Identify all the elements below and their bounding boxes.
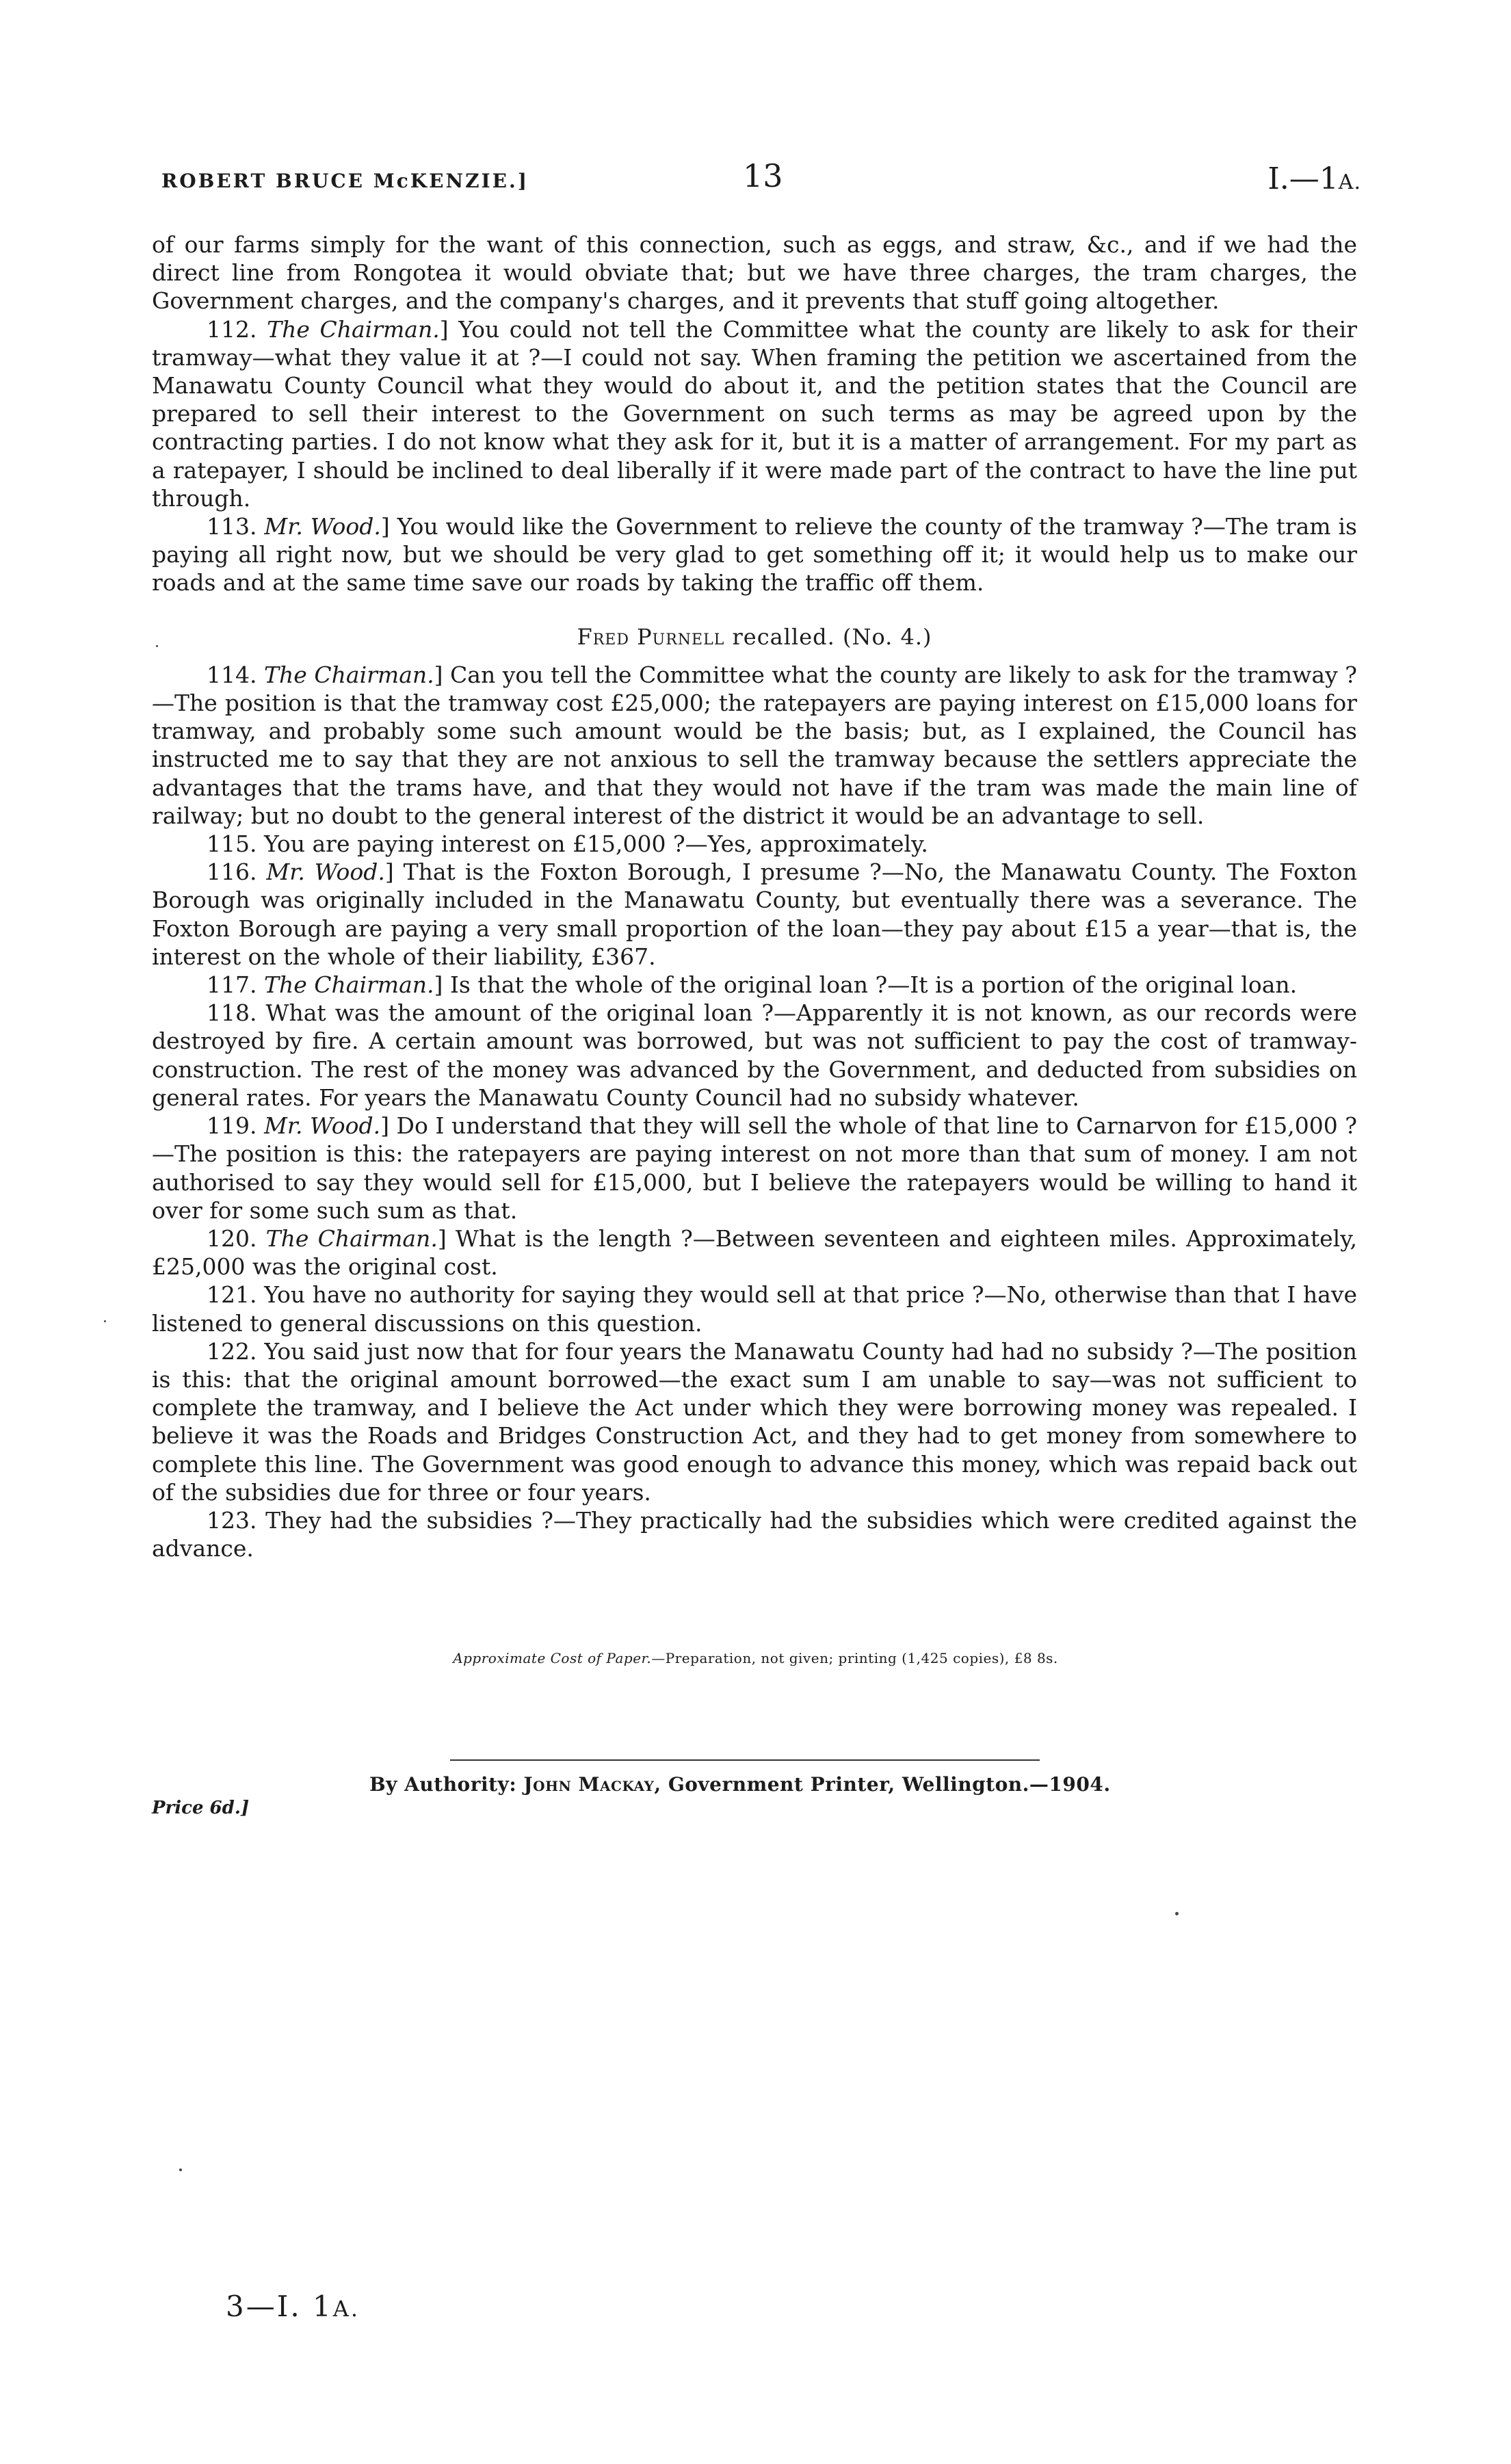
question-118: 118. What was the amount of the original loan ?—Apparently it is not known, as our records were destroyed by fire. A certain amount was borrowed, but was not sufficient to pay the cost of tramway-construction. The rest of the money was advanced by the Government, and deducted from subsidies on general rates. For years the Manawatu County Council had no subsidy whatever. [152, 999, 1357, 1111]
paper-reference: I.—1A. [1267, 161, 1361, 196]
scan-speck [156, 645, 158, 647]
price-note: Price 6d.] [152, 1798, 250, 1818]
witness-name-header: ROBERT BRUCE McKENZIE.] [161, 170, 529, 192]
question-117: 117. The Chairman.] Is that the whole of the original loan ?—It is a portion of the original loan. [207, 971, 1298, 999]
printer-imprint: By Authority: John Mackay, Government Printer, Wellington.—1904. [369, 1773, 1111, 1796]
scan-speck [1175, 1912, 1179, 1915]
continuation-paragraph: of our farms simply for the want of this connection, such as eggs, and straw, &c., and if we had the direct line from Rongotea it would obviate that; but we have three charges, the tram charges, the Government charges, and the company's charges, and it prevents that stuff going altogether. [152, 231, 1357, 315]
question-123: 123. They had the subsidies ?—They practically had the subsidies which were credited against the advance. [152, 1506, 1357, 1562]
question-114: 114. The Chairman.] Can you tell the Committee what the county are likely to ask for the tramway ?—The position is that the tramway cost £25,000; the ratepayers are paying interest on £15,000 loans for tramway, and probably some such amount would be the basis; but, as I explained, the Council has instructed me to say that they are not anxious to sell the tramway because the settlers appreciate the advantages that the trams have, and that they would not have if the tram was made the main line of railway; but no doubt to the general interest of the district it would be an advantage to sell. [152, 661, 1357, 829]
printer-signature-mark: 3—I. 1A. [226, 2290, 360, 2323]
question-119: 119. Mr. Wood.] Do I understand that they will sell the whole of that line to Carnarvon for £15,000 ?—The position is this: the ratepayers are paying interest on not more than that sum of money. I am not authorised to say they would sell for £15,000, but I believe the ratepayers would be willing to hand it over for some such sum as that. [152, 1112, 1357, 1224]
question-113: 113. Mr. Wood.] You would like the Government to relieve the county of the tramway ?—The tram is paying all right now, but we should be very glad to get something off it; it would help us to make our roads and at the same time save our roads by taking the traffic off them. [152, 513, 1357, 597]
question-112: 112. The Chairman.] You could not tell the Committee what the county are likely to ask for their tramway—what they value it at ?—I could not say. When framing the petition we ascertained from the Manawatu County Council what they would do about it, and the petition states that the Council are prepared to sell their interest to the Government on such terms as may be agreed upon by the contracting parties. I do not know what they ask for it, but it is a matter of arrangement. For my part as a ratepayer, I should be inclined to deal liberally if it were made part of the contract to have the line put through. [152, 315, 1358, 512]
question-121: 121. You have no authority for saying they would sell at that price ?—No, otherwise than that I have listened to general discussions on this question. [152, 1281, 1357, 1337]
evidence-text [152, 231, 1357, 1562]
imprint-rule [450, 1759, 1040, 1761]
question-120: 120. The Chairman.] What is the length ?—Between seventeen and eighteen miles. Approximately, £25,000 was the original cost. [152, 1224, 1357, 1281]
question-116: 116. Mr. Wood.] That is the Foxton Borough, I presume ?—No, the Manawatu County. The Foxton Borough was originally included in the Manawatu County, but eventually there was a severance. The Foxton Borough are paying a very small proportion of the loan—they pay about £15 a year—that is, the interest on the whole of their liability, £367. [152, 859, 1357, 970]
witness-heading: Fred Purnell recalled. (No. 4.) [577, 623, 932, 650]
page-number: 13 [743, 157, 783, 194]
scan-speck [179, 2168, 182, 2171]
cost-of-paper-note: Approximate Cost of Paper.—Preparation, not given; printing (1,425 copies), £8 8s. [453, 1650, 1058, 1666]
running-head [161, 157, 1361, 202]
scan-speck [104, 1320, 106, 1322]
question-122: 122. You said just now that for four years the Manawatu County had had no subsidy ?—The position is this: that the original amount borrowed—the exact sum I am unable to say—was not sufficient to complete the tramway, and I believe the Act under which they were borrowing money was repealed. I believe it was the Roads and Bridges Construction Act, and they had to get money from somewhere to complete this line. The Government was good enough to advance this money, which was repaid back out of the subsidies due for three or four years. [152, 1337, 1357, 1506]
question-115: 115. You are paying interest on £15,000 ?—Yes, approximately. [207, 830, 928, 858]
